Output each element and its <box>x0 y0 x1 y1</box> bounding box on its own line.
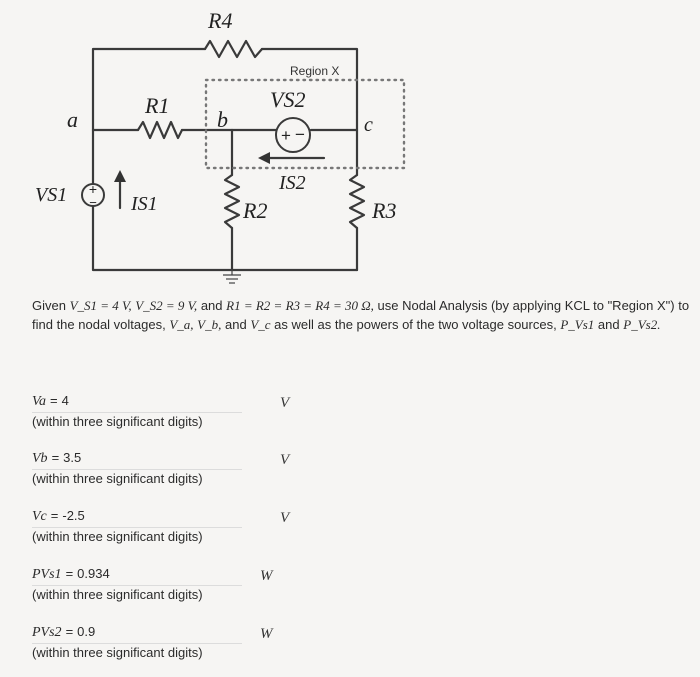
answer-pvs1-var: PVs1 <box>32 567 62 582</box>
problem-vs2: V_S2 = 9 V, <box>135 298 198 313</box>
answer-vb-field[interactable]: Vb = 3.5 V <box>32 447 242 469</box>
label-node-b: b <box>217 107 228 132</box>
problem-and-3: and <box>597 317 620 332</box>
label-is2: IS2 <box>279 172 306 194</box>
voltage-source-vs1 <box>82 181 104 210</box>
label-node-c: c <box>364 114 373 136</box>
problem-and: and <box>200 298 223 313</box>
answer-pvs1 <box>32 563 332 602</box>
label-is1: IS1 <box>131 193 158 215</box>
voltage-source-vs2 <box>276 118 310 152</box>
answer-va <box>32 390 332 429</box>
answer-vc-unit: V <box>280 510 290 526</box>
problem-statement <box>32 296 692 334</box>
answer-pvs2-field[interactable]: PVs2 = 0.9 W <box>32 621 242 643</box>
ground-symbol <box>223 270 241 283</box>
answer-va-hint: (within three significant digits) <box>32 414 203 429</box>
circuit-diagram <box>0 0 700 290</box>
answer-pvs2-unit: W <box>260 626 273 642</box>
problem-text-1: use Nodal Analysis (by applying KCL to "Region X") to find the nodal voltages, <box>32 298 690 332</box>
problem-vb: V_b, <box>197 317 222 332</box>
answer-pvs2-var: PVs2 <box>32 625 62 640</box>
label-vs2: VS2 <box>270 87 306 112</box>
vs2-plus: + <box>281 126 291 145</box>
label-r2: R2 <box>243 198 268 223</box>
label-r1: R1 <box>145 93 170 118</box>
answer-pvs2-hint: (within three significant digits) <box>32 645 203 660</box>
answer-pvs1-unit: W <box>260 568 273 584</box>
answer-vb-value: 3.5 <box>63 450 82 465</box>
vs2-minus: − <box>295 125 305 144</box>
answer-vb <box>32 447 332 486</box>
problem-given: Given <box>32 298 66 313</box>
vs1-minus: − <box>89 195 97 210</box>
problem-vc: V_c <box>250 317 271 332</box>
label-node-a: a <box>67 107 78 132</box>
answer-pvs1-field[interactable]: PVs1 = 0.934 W <box>32 563 242 585</box>
problem-pvs2: P_Vs2. <box>623 317 661 332</box>
answer-vb-unit: V <box>280 452 290 468</box>
circuit-wires <box>93 49 357 270</box>
answer-vb-hint: (within three significant digits) <box>32 471 203 486</box>
answer-vc-value: -2.5 <box>62 508 85 523</box>
answer-va-unit: V <box>280 395 290 411</box>
resistor-r1 <box>138 122 182 138</box>
answer-pvs1-value: 0.934 <box>77 566 110 581</box>
answer-pvs2 <box>32 621 332 660</box>
resistor-r2 <box>225 175 239 228</box>
problem-pvs1: P_Vs1 <box>560 317 595 332</box>
problem-and-2: and <box>225 317 247 332</box>
answer-va-field[interactable]: Va = 4 V <box>32 390 242 412</box>
answer-vc-hint: (within three significant digits) <box>32 529 203 544</box>
answer-pvs1-hint: (within three significant digits) <box>32 587 203 602</box>
problem-text-2: as well as the powers of the two voltage sources, <box>274 317 557 332</box>
problem-va: V_a, <box>169 317 194 332</box>
answer-vc-field[interactable]: Vc = -2.5 V <box>32 505 242 527</box>
label-r4: R4 <box>208 8 233 33</box>
problem-vs1: V_S1 = 4 V, <box>69 298 132 313</box>
answer-vb-var: Vb <box>32 451 48 466</box>
answer-va-value: 4 <box>61 393 69 408</box>
answer-va-var: Va <box>32 394 46 409</box>
region-x-label: Region X <box>290 64 340 78</box>
vs1-plus: + <box>88 181 98 197</box>
resistor-r3 <box>350 175 364 228</box>
label-r3: R3 <box>372 198 397 223</box>
resistor-r4 <box>205 41 262 57</box>
label-vs1: VS1 <box>35 184 68 206</box>
problem-r-values: R1 = R2 = R3 = R4 = 30 Ω, <box>226 298 374 313</box>
answer-vc-var: Vc <box>32 509 47 524</box>
answer-pvs2-value: 0.9 <box>77 624 96 639</box>
answer-vc <box>32 505 332 544</box>
